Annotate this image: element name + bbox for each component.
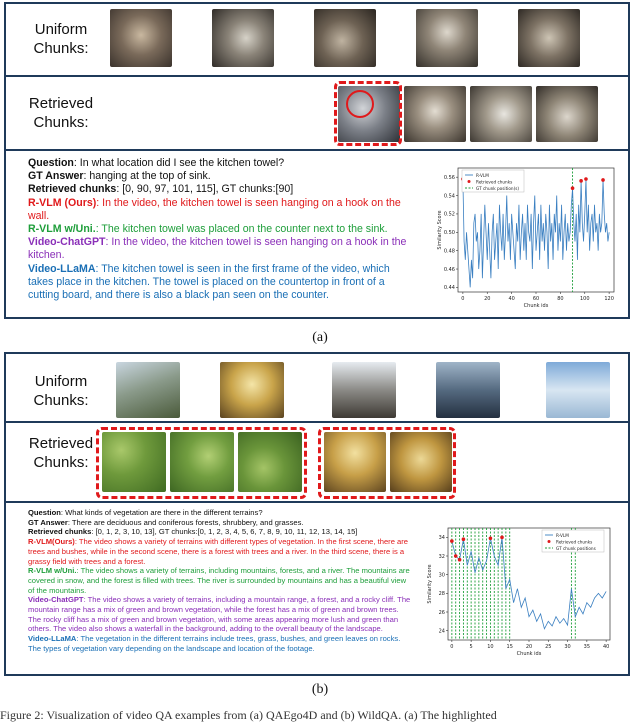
legend-label: R-VLM: [476, 173, 489, 178]
retrieved-highlight-box: [318, 427, 456, 499]
x-tick-label: 20: [525, 644, 533, 650]
retrieved-chunks-line: [28, 527, 412, 537]
videollama-label: Video-LLaMA: [28, 262, 96, 275]
videollama-answer: [28, 634, 412, 653]
row-divider: [6, 501, 628, 503]
rvlm-uni-text: : The kitchen towel was placed on the counter next to the sink.: [95, 223, 388, 236]
legend-label: Retrieved chunks: [556, 539, 593, 545]
retrieved-chunk-marker: [458, 558, 462, 562]
retrieved-frame-thumbnail: [536, 86, 598, 142]
retrieved-frame-thumbnail: [470, 86, 532, 142]
x-tick-label: 30: [564, 644, 571, 650]
rvlm-text: : The video shows a variety of terrains with different types of vegetation. In the first scene, there are trees and bushes, while in the second scene, there is a forest with trees and a river. In the third scene, there is a grassy field with trees and a forest.: [28, 537, 409, 566]
y-axis-label: Similarity Score: [427, 564, 433, 604]
row-divider: [6, 75, 628, 77]
series-line-r-vlm: [463, 179, 609, 287]
x-axis-label: Chunk ids: [516, 651, 542, 657]
retrieved-chunk-marker: [462, 537, 466, 541]
gt-answer-text: : hanging at the top of sink.: [83, 170, 211, 183]
uniform-chunks-label: Uniform Chunks:: [33, 373, 89, 409]
retrieved-chunk-marker: [454, 554, 458, 558]
panel-b: [4, 352, 630, 676]
x-axis-label: Chunk ids: [523, 303, 549, 309]
x-tick-label: 20: [484, 296, 491, 302]
gt-answer-line: [28, 170, 413, 183]
retrieved-chunks-line: [28, 183, 413, 196]
uniform-frame-thumbnail: [220, 362, 284, 418]
question-label: Question: [28, 508, 61, 517]
y-tick-label: 32: [438, 553, 445, 560]
rvlm-label: R-VLM (Ours): [28, 196, 97, 209]
question-text: : In what location did I see the kitchen towel?: [73, 157, 285, 169]
legend-label: GT chunk position(s): [476, 185, 520, 191]
qa-text-block: [28, 508, 412, 654]
videochatgpt-answer: [28, 236, 413, 262]
rvlm-uni-label: R-VLM w/Uni.: [28, 566, 77, 576]
retrieved-chunk-marker: [584, 177, 588, 181]
y-tick-label: 0.54: [443, 193, 455, 200]
x-tick-label: 25: [545, 644, 552, 650]
x-tick-label: 5: [469, 644, 473, 650]
retrieved-chunks-label: Retrieved chunks: [28, 183, 117, 196]
x-tick-label: 120: [604, 296, 614, 302]
uniform-chunks-label: Uniform Chunks:: [33, 21, 89, 57]
retrieved-chunks-label: Retrieved chunks: [28, 527, 92, 537]
uniform-frame-thumbnail: [332, 362, 396, 418]
uniform-frame-thumbnail: [416, 9, 478, 67]
legend-swatch-marker: [548, 540, 551, 543]
towel-highlight-circle: [346, 90, 374, 118]
row-divider: [6, 149, 628, 151]
uniform-frame-thumbnail: [436, 362, 500, 418]
panel-a: [4, 2, 630, 319]
uniform-frame-thumbnail: [546, 362, 610, 418]
rvlm-uni-answer: [28, 566, 412, 595]
y-tick-label: 24: [438, 628, 445, 635]
x-tick-label: 40: [602, 644, 610, 650]
question-line: [28, 157, 413, 170]
retrieved-chunks-label: Retrieved Chunks:: [28, 435, 94, 471]
retrieved-chunk-marker: [450, 539, 454, 543]
videollama-text: : The kitchen towel is seen in the first frame of the video, which takes place in the kitchen. The towel is placed on the countertop in front of a cutting board, and there is also a black pan seen on the counter.: [28, 262, 390, 302]
legend-label: Retrieved chunks: [476, 179, 513, 185]
gt-answer-label: GT Answer: [28, 517, 68, 527]
videochatgpt-text: : The video shows a variety of terrains, including a mountain range, a forest, and a rocky cliff. The mountain range has a mix of green and brown vegetation, while the forest has a mix of green and brown trees. The rocky cliff has a mix of green and brown vegetation, with some areas appearing more lush and green than others. The video also shows a waterfall in the background, adding to the overall beauty of the landscape.: [28, 595, 411, 634]
retrieved-chunk-marker: [601, 178, 605, 182]
rvlm-label: R-VLM(Ours): [28, 537, 75, 547]
x-tick-label: 0: [450, 644, 454, 650]
legend-label: R-VLM: [556, 533, 569, 538]
x-tick-label: 60: [532, 296, 540, 302]
videochatgpt-text: : In the video, the kitchen towel is seen hanging on a hook in the kitchen.: [28, 236, 407, 262]
rvlm-uni-text: : The video shows a variety of terrains, including mountains, forests, and a river. The mountains are covered in snow, and the forest is filled with trees. The river is surrounded by mountains and has a beautiful view of the mountains.: [28, 566, 410, 595]
videochatgpt-answer: [28, 595, 412, 634]
y-tick-label: 0.50: [443, 230, 455, 237]
gt-answer-text: : There are deciduous and coniferous forests, shrubbery, and grasses.: [67, 517, 304, 527]
y-tick-label: 0.56: [443, 174, 455, 181]
rvlm-uni-answer: [28, 223, 413, 236]
retrieved-chunks-label: Retrieved Chunks:: [28, 95, 94, 131]
x-tick-label: 10: [487, 644, 494, 650]
retrieved-chunk-marker: [489, 536, 493, 540]
retrieved-chunks-text: : [0, 1, 2, 3, 10, 13], GT chunks:[0, 1, 2, 3, 4, 5, 6, 7, 8, 9, 10, 11, 12, 13, 14, 15]: [91, 527, 358, 537]
gt-answer-line: [28, 518, 412, 528]
gt-answer-label: GT Answer: [28, 170, 84, 183]
similarity-chart-a: [424, 160, 622, 312]
videochatgpt-label: Video-ChatGPT: [28, 595, 84, 605]
rvlm-answer: [28, 537, 412, 566]
y-tick-label: 0.52: [443, 211, 455, 218]
videollama-text: : The vegetation in the different terrains include trees, grass, bushes, and green leaves on rocks. The types of vegetation vary depending on the landscape and location of the footage.: [28, 634, 401, 653]
y-tick-label: 0.48: [443, 248, 455, 255]
rvlm-uni-label: R-VLM w/Uni.: [28, 223, 96, 236]
uniform-frame-thumbnail: [518, 9, 580, 67]
rvlm-text: : In the video, the kitchen towel is seen hanging on a hook on the wall.: [28, 196, 401, 222]
retrieved-chunks-text: : [0, 90, 97, 101, 115], GT chunks:[90]: [116, 183, 294, 196]
legend-label: GT chunk positions: [556, 545, 596, 551]
videollama-label: Video-LLaMA: [28, 634, 77, 644]
retrieved-chunk-marker: [571, 186, 575, 190]
caption-b: (b): [311, 682, 329, 697]
similarity-chart-b: [418, 520, 618, 664]
videollama-answer: [28, 263, 413, 303]
uniform-frame-thumbnail: [212, 9, 274, 67]
y-axis-label: Similarity Score: [437, 210, 443, 250]
question-line: [28, 508, 412, 518]
qa-text-block: [28, 157, 413, 302]
uniform-frame-thumbnail: [110, 9, 172, 67]
y-tick-label: 30: [438, 572, 445, 579]
x-tick-label: 100: [579, 296, 590, 302]
x-tick-label: 15: [506, 644, 513, 650]
question-label: Question: [28, 157, 74, 169]
legend-swatch-marker: [468, 180, 471, 183]
caption-a: (a): [312, 330, 328, 345]
y-tick-label: 34: [438, 535, 445, 542]
question-text: : What kinds of vegetation are there in the different terrains?: [60, 508, 263, 517]
videochatgpt-label: Video-ChatGPT: [28, 236, 106, 249]
y-tick-label: 0.46: [443, 266, 455, 273]
retrieved-chunk-marker: [579, 179, 583, 183]
row-divider: [6, 421, 628, 423]
x-tick-label: 40: [508, 296, 515, 302]
rvlm-answer: [28, 197, 413, 223]
x-tick-label: 80: [557, 296, 564, 302]
y-tick-label: 26: [438, 609, 445, 616]
retrieved-frame-thumbnail: [404, 86, 466, 142]
y-tick-label: 28: [438, 591, 445, 598]
x-tick-label: 0: [461, 296, 465, 302]
uniform-frame-thumbnail: [116, 362, 180, 418]
retrieved-highlight-box: [96, 427, 307, 499]
x-tick-label: 35: [583, 644, 591, 650]
figure-caption: Figure 2: Visualization of video QA examples from (a) QAEgo4D and (b) WildQA. (a) The highlighted: [0, 708, 497, 722]
y-tick-label: 0.44: [443, 285, 455, 292]
retrieved-chunk-marker: [500, 536, 504, 540]
uniform-frame-thumbnail: [314, 9, 376, 67]
